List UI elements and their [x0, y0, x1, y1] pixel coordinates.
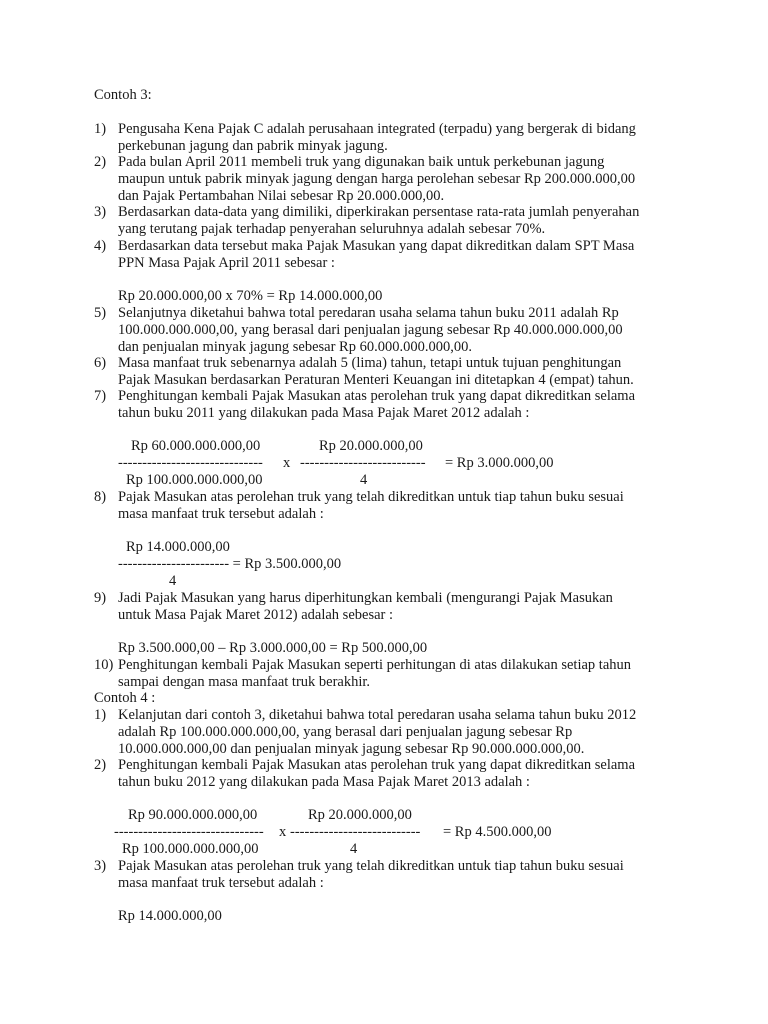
calc-denominator: 4	[169, 573, 177, 589]
calc-numerator: Rp 20.000.000,00	[308, 807, 412, 823]
calc-numerator: Rp 90.000.000.000,00	[128, 807, 258, 823]
calc-line: Rp 20.000.000,00 x 70% = Rp 14.000.000,00	[118, 288, 383, 304]
calc-numerator: Rp 20.000.000,00	[319, 438, 423, 454]
fraction-line: -------------------------------	[114, 824, 264, 840]
calc-denominator: 4	[350, 841, 358, 857]
calc-line: Rp 3.500.000,00 – Rp 3.000.000,00 = Rp 500.000,00	[118, 640, 428, 656]
calc-denominator: Rp 100.000.000.000,00	[122, 841, 259, 857]
calc-numerator: Rp 60.000.000.000,00	[131, 438, 261, 454]
fraction-line: ---------------------------	[290, 824, 421, 840]
calc-numerator: Rp 14.000.000,00	[126, 539, 230, 555]
contoh3-heading: Contoh 3:	[94, 87, 152, 103]
multiply-sign: x	[283, 455, 291, 471]
document-page: Contoh 3: 1) Pengusaha Kena Pajak C adalah perusahaan integrated (terpadu) yang bergerak di bidang perkebunan jagung dan pabrik minyak jagung. 2) Pada bulan April 2011 membeli truk yang digunakan baik untuk perkebunan jagung maupun untuk pabrik minyak jagung dengan harga perolehan sebesar Rp 200.000.000,00 dan Pajak Pertambahan Nilai sebesar Rp 20.000.000,00. 3) Berdasarkan data-data yang dimiliki, diperkirakan persentase rata-rata jumlah penyerahan yang terutang pajak terhadap penyerahan seluruhnya adalah sebesar 70%. 4) Berdasarkan data tersebut maka Pajak Masukan yang dapat dikreditkan dalam SPT Masa PPN Masa Pajak April 2011 sebesar : Rp 20.000.000,00 x 70% = Rp 14.000.000,00 5) Selanjutnya diketahui bahwa total peredaran usaha selama tahun buku 2011 adalah Rp 100.000.000.000,00, yang berasal dari penjualan jagung sebesar Rp 40.000.000.000,00 dan penjualan minyak jagung sebesar Rp 60.000.000.000,00. 6) Masa manfaat truk sebenarnya adalah 5 (lima) tahun, tetapi untuk tujuan penghitungan Pajak Masukan berdasarkan Peraturan Menteri Keuangan ini ditetapkan 4 (empat) tahun. 7) Penghitungan kembali Pajak Masukan atas perolehan truk yang dapat dikreditkan selama tahun buku 2011 yang dilakukan pada Masa Pajak Maret 2012 adalah : Rp 60.000.000.000,00 Rp 20.000.000,00 ------------------------------ x -------------------------- = Rp 3.000.000,00 Rp 100.000.000.000,00 4 8) Pajak Masukan atas perolehan truk yang telah dikreditkan untuk tiap tahun buku sesuai masa manfaat truk tersebut adalah : Rp 14.000.000,00 ----------------------- = Rp 3.500.000,00 4 9) Jadi Pajak Masukan yang harus diperhitungkan kembali (mengurangi Pajak Masukan untuk Masa Pajak Maret 2012) adalah sebesar : Rp 3.500.000,00 – Rp 3.000.000,00 = Rp 500.000,00 10) Penghitungan kembali Pajak Masukan seperti perhitungan di atas dilakukan setiap tahun sampai dengan masa manfaat truk berakhir. Contoh 4 : 1) Kelanjutan dari contoh 3, diketahui bahwa total peredaran usaha selama tahun buku 2012 adalah Rp 100.000.000.000,00, yang berasal dari penjualan jagung sebesar Rp 10.000.000.000,00 dan penjualan minyak jagung sebesar Rp 90.000.000.000,00. 2) Penghitungan kembali Pajak Masukan atas perolehan truk yang dapat dikreditkan selama tahun buku 2012 yang dilakukan pada Masa Pajak Maret 2013 adalah : Rp 90.000.000.000,00 Rp 20.000.000,00 ------------------------------- x --------------------------- = Rp 4.500.000,00 Rp 100.000.000.000,00 4 3) Pajak Masukan atas perolehan truk yang telah dikreditkan untuk tiap tahun buku sesuai masa manfaat truk tersebut adalah : Rp 14.000.000,00	[94, 87, 640, 924]
multiply-sign: x	[279, 824, 287, 840]
fraction-line: --------------------------	[300, 455, 426, 471]
calc-denominator: Rp 100.000.000.000,00	[126, 472, 263, 488]
calc-result: = Rp 3.000.000,00	[445, 455, 554, 471]
contoh4-heading: Contoh 4 :	[94, 690, 156, 706]
calc-denominator: 4	[360, 472, 368, 488]
fraction-line: ------------------------------	[118, 455, 263, 471]
calc-line: Rp 14.000.000,00	[118, 908, 222, 924]
calc-result: ----------------------- = Rp 3.500.000,00	[118, 556, 342, 572]
calc-result: = Rp 4.500.000,00	[443, 824, 552, 840]
